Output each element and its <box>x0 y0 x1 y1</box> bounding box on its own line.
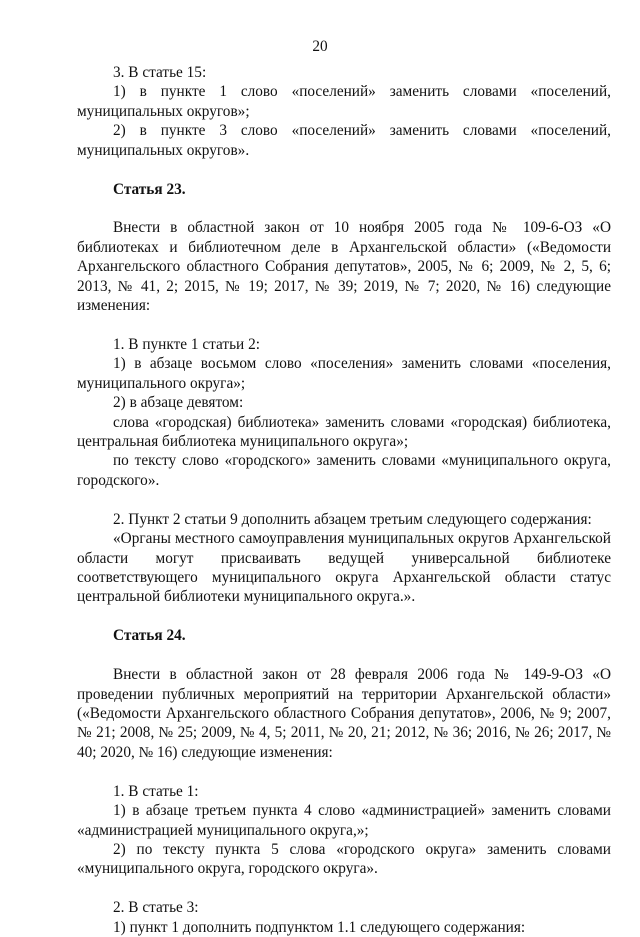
paragraph-spacer <box>77 199 611 219</box>
paragraph: 1) в пункте 1 слово «поселений» заменить словами «поселений, муниципальных округов»; <box>77 83 611 120</box>
paragraph-spacer <box>77 762 611 782</box>
paragraph-spacer <box>77 879 611 899</box>
paragraph-spacer <box>77 490 611 510</box>
paragraph: Внести в областной закон от 28 февраля 2006 года № 149-9-ОЗ «О проведении публичных мероприятий на территории Архангельской области» («Ведомости Архангельского областного Собрания депутатов», 2006, № 9; 2007, № 21; 2008, № 25; 2009, № 4, 5; 2011, № 20, 21; 2012, № 36; 2016, № 26; 2017, № 40; 2020, № 16) следующие изменения: <box>77 666 611 761</box>
paragraph: 1. В статье 1: <box>113 782 199 800</box>
page-number: 20 <box>312 38 328 55</box>
paragraph-spacer <box>77 160 611 180</box>
paragraph-spacer <box>77 315 611 335</box>
paragraph-spacer <box>77 607 611 627</box>
document-body <box>77 63 611 937</box>
paragraph: 3. В статье 15: <box>113 64 207 81</box>
paragraph-spacer <box>77 646 611 666</box>
paragraph: Внести в областной закон от 10 ноября 2005 года № 109-6-ОЗ «О библиотеках и библиотечном деле в Архангельской области» («Ведомости Архангельского областного Собрания депутатов», 2005, № 6; 2009, № 2, 5, 6; 2013, № 41, 2; 2015, № 19; 2017, № 39; 2019, № 7; 2020, № 16) следующие изменения: <box>77 219 611 315</box>
paragraph: 2) в пункте 3 слово «поселений» заменить словами «поселений, муниципальных округов». <box>77 122 611 159</box>
paragraph: 2) в абзаце девятом: <box>113 394 244 412</box>
paragraph: «Органы местного самоуправления муниципальных округов Архангельской области могут присваивать ведущей универсальной библиотеке соответствующего муниципального округа Архангельской области статус центральной библиотеки муниципального округа.». <box>77 530 611 606</box>
paragraph: 1) в абзаце восьмом слово «поселения» заменить словами «поселения, муниципального округа»; <box>77 355 611 392</box>
paragraph: 1. В пункте 1 статьи 2: <box>113 335 260 353</box>
paragraph: 2. В статье 3: <box>113 899 199 917</box>
paragraph: 2) по тексту пункта 5 слова «городского округа» заменить словами «муниципального округа, городского округа». <box>77 840 611 878</box>
article-heading: Статья 24. <box>113 627 186 645</box>
paragraph: 1) пункт 1 дополнить подпунктом 1.1 следующего содержания: <box>113 918 526 936</box>
paragraph: 2. Пункт 2 статьи 9 дополнить абзацем третьим следующего содержания: <box>113 510 592 528</box>
paragraph: по тексту слово «городского» заменить словами «муниципального округа, городского». <box>77 452 611 489</box>
paragraph: слова «городская) библиотека» заменить словами «городская) библиотека, центральная библиотека муниципального округа»; <box>77 413 611 450</box>
paragraph: 1) в абзаце третьем пункта 4 слово «администрацией» заменить словами «администрацией муниципального округа,»; <box>77 802 611 839</box>
article-heading: Статья 23. <box>113 180 186 198</box>
